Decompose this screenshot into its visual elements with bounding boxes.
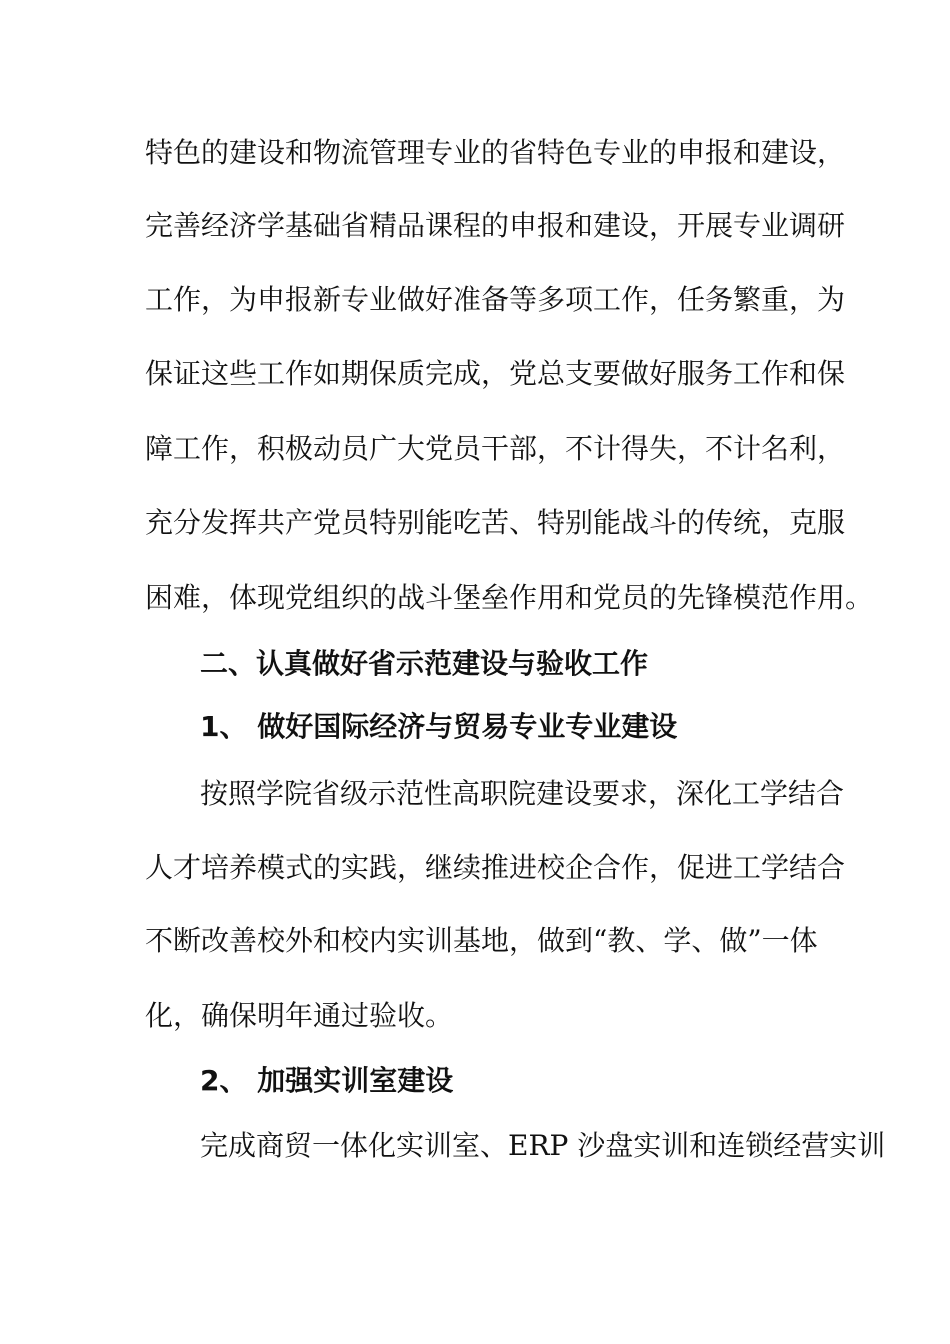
paragraph-line: 困难，体现党组织的战斗堡垒作用和党员的先锋模范作用。: [145, 581, 874, 614]
paragraph-line: 障工作，积极动员广大党员干部，不计得失，不计名利，: [145, 432, 846, 465]
paragraph-line: 按照学院省级示范性高职院建设要求，深化工学结合: [200, 777, 845, 810]
paragraph-line: 化，确保明年通过验收。: [145, 999, 454, 1032]
paragraph-line: 人才培养模式的实践，继续推进校企合作，促进工学结合: [145, 851, 846, 884]
paragraph-line: 充分发挥共产党员特别能吃苦、特别能战斗的传统，克服: [145, 506, 846, 539]
subsection-heading: 2、 加强实训室建设: [200, 1064, 454, 1097]
paragraph-line: 特色的建设和物流管理专业的省特色专业的申报和建设，: [145, 136, 846, 169]
paragraph-line: 保证这些工作如期保质完成，党总支要做好服务工作和保: [145, 357, 846, 390]
section-heading: 二、认真做好省示范建设与验收工作: [200, 647, 649, 680]
paragraph-line: 完成商贸一体化实训室、ERP 沙盘实训和连锁经营实训: [200, 1129, 886, 1162]
subsection-heading: 1、 做好国际经济与贸易专业专业建设: [200, 710, 678, 743]
paragraph-line: 完善经济学基础省精品课程的申报和建设，开展专业调研: [145, 209, 846, 242]
paragraph-line: 不断改善校外和校内实训基地，做到“教、学、做”一体: [145, 924, 818, 957]
paragraph-line: 工作，为申报新专业做好准备等多项工作，任务繁重，为: [145, 283, 846, 316]
